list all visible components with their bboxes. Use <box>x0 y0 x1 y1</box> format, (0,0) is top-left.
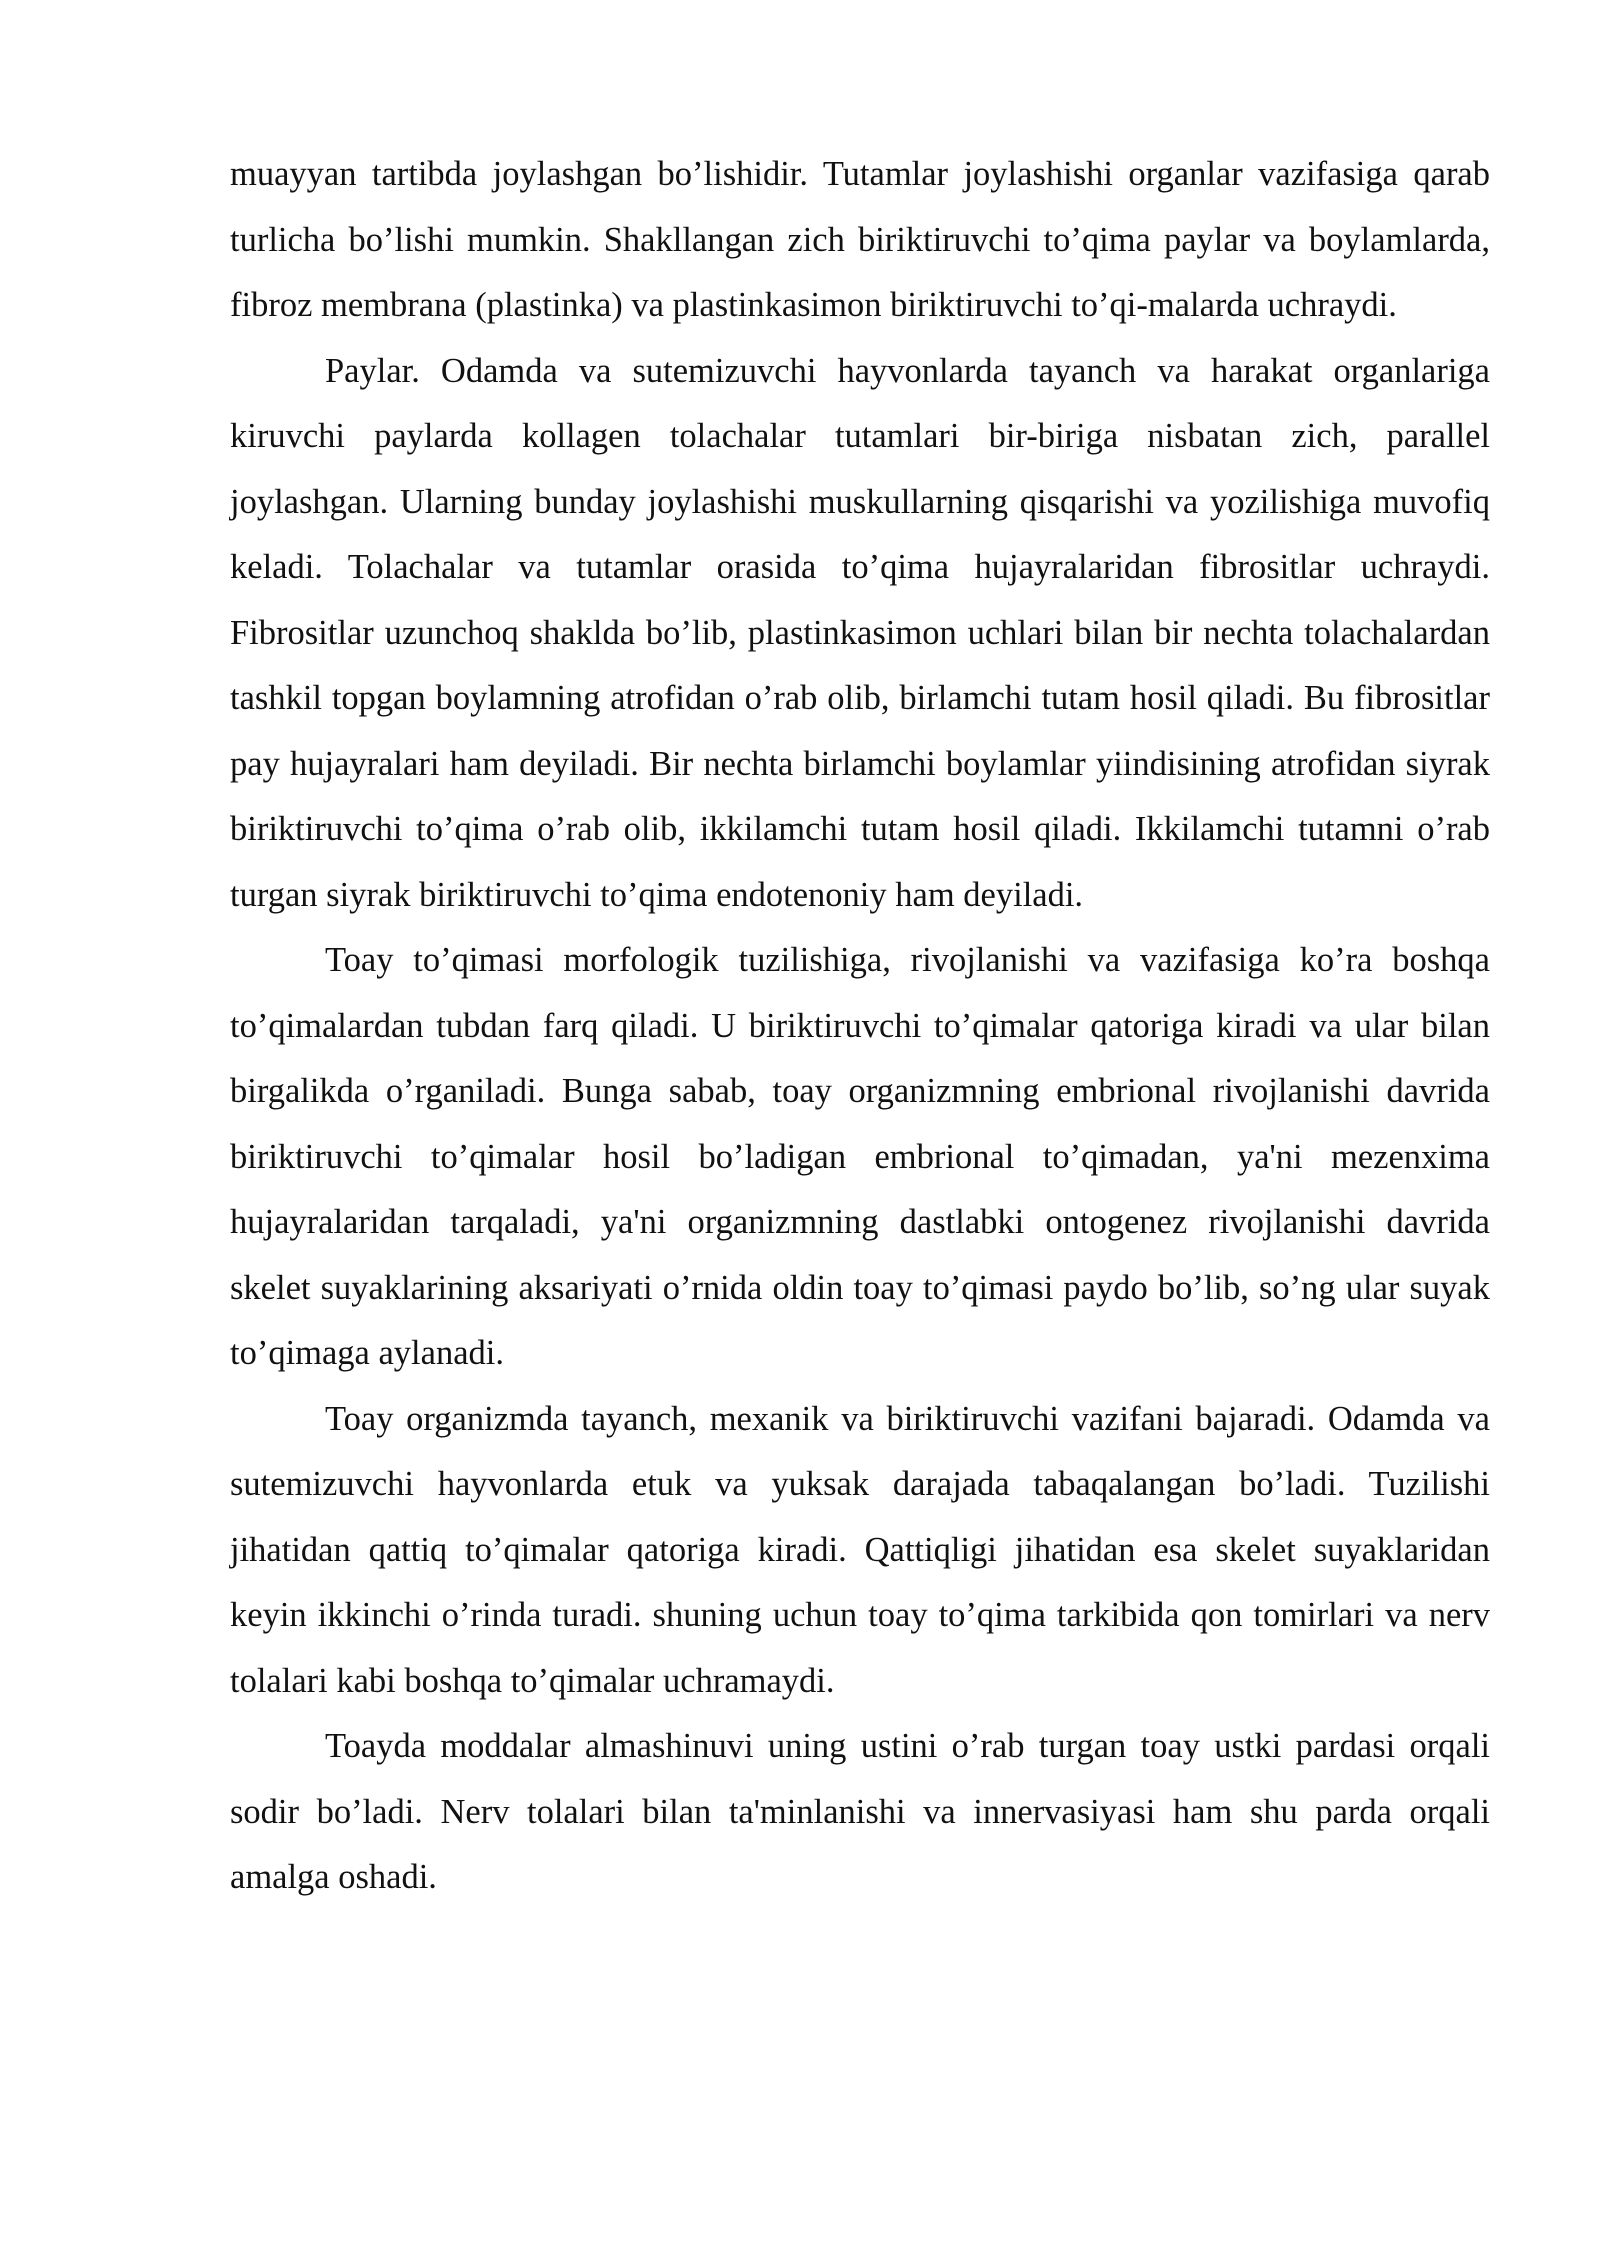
paragraph-continuation: muayyan tartibda joylashgan bo’lishidir. Tutamlar joylashishi organlar vazifasiga qarab turlicha bo’lishi mumkin. Shakllangan zich biriktiruvchi to’qima paylar va boylamlarda, fibroz membrana (plastinka) va plastinkasimon biriktiruvchi to’qi-malarda uchraydi. <box>230 155 1490 324</box>
paragraph-moddalar-almashinuvi: Toayda moddalar almashinuvi uning ustini o’rab turgan toay ustki pardasi orqali sodir bo’ladi. Nerv tolalari bilan ta'minlanishi va innervasiyasi ham shu parda orqali amalga oshadi. <box>230 1727 1490 1896</box>
paragraph-toay-vazifa: Toay organizmda tayanch, mexanik va biriktiruvchi vazifani bajaradi. Odamda va sutemizuvchi hayvonlarda etuk va yuksak darajada tabaqalangan bo’ladi. Tuzilishi jihatidan qattiq to’qimalar qatoriga kiradi. Qattiqligi jihatidan esa skelet suyaklaridan keyin ikkinchi o’rinda turadi. shuning uchun toay to’qima tarkibida qon tomirlari va nerv tolalari kabi boshqa to’qimalar uchramaydi. <box>230 1399 1490 1700</box>
paragraph-paylar: Paylar. Odamda va sutemizuvchi hayvonlarda tayanch va harakat organlariga kiruvchi paylarda kollagen tolachalar tutamlari bir-biriga nisbatan zich, parallel joylashgan. Ularning bunday joylashishi muskullarning qisqarishi va yozilishiga muvofiq keladi. Tolachalar va tutamlar orasida to’qima hujayralaridan fibrositlar uchraydi. Fibrositlar uzunchoq shaklda bo’lib, plastinkasimon uchlari bilan bir nechta tolachalardan tashkil topgan boylamning atrofidan o’rab olib, birlamchi tutam hosil qiladi. Bu fibrositlar pay hujayralari ham deyiladi. Bir nechta birlamchi boylamlar yiindisining atrofidan siyrak biriktiruvchi to’qima o’rab olib, ikkilamchi tutam hosil qiladi. Ikkilamchi tutamni o’rab turgan siyrak biriktiruvchi to’qima endotenoniy ham deyiladi. <box>230 351 1490 914</box>
document-body <box>230 142 1490 1911</box>
paragraph-toay-qimasi: Toay to’qimasi morfologik tuzilishiga, rivojlanishi va vazifasiga ko’ra boshqa to’qimalardan tubdan farq qiladi. U biriktiruvchi to’qimalar qatoriga kiradi va ular bilan birgalikda o’rganiladi. Bunga sabab, toay organizmning embrional rivojlanishi davrida biriktiruvchi to’qimalar hosil bo’ladigan embrional to’qimadan, ya'ni mezenxima hujayralaridan tarqaladi, ya'ni organizmning dastlabki ontogenez rivojlanishi davrida skelet suyaklarining aksariyati o’rnida oldin toay to’qimasi paydo bo’lib, so’ng ular suyak to’qimaga aylanadi. <box>230 941 1490 1372</box>
